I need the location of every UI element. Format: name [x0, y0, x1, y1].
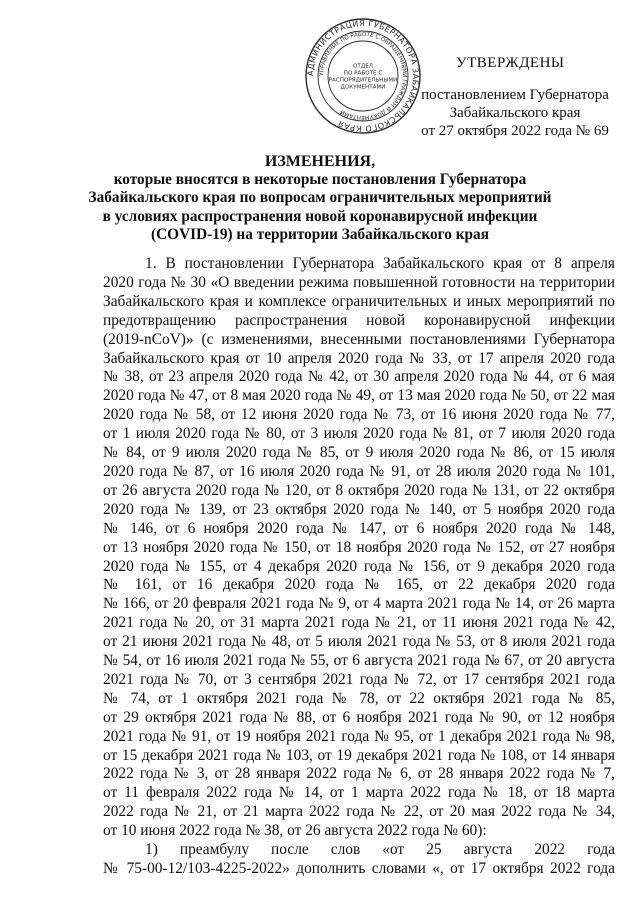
- stamp-center-line: ПО РАБОТЕ С: [343, 70, 383, 77]
- body-line: Забайкальского края от 10 апреля 2020 года № 33, от 17 апреля 2020 года: [103, 349, 615, 367]
- body-line: 2020 года № 139, от 23 октября 2020 года № 140, от 5 ноября 2020 года: [103, 500, 615, 518]
- approval-line-2: Забайкальского края: [449, 105, 581, 121]
- title-line-3: в условиях распространения новой коронавирусной инфекции: [102, 207, 538, 225]
- body-line: 2020 года № 155, от 4 декабря 2020 года № 156, от 9 декабря 2020 года: [103, 557, 615, 575]
- body-line: от 1 июля 2020 года № 80, от 3 июля 2020 года № 81, от 7 июля 2020 года: [103, 425, 615, 443]
- body-line: 2022 года № 21, от 21 марта 2022 года № 22, от 20 мая 2022 года № 34,: [103, 803, 615, 821]
- body-line: № 38, от 23 апреля 2020 года № 42, от 30 апреля 2020 года № 44, от 6 мая: [103, 368, 615, 386]
- body-line: 2020 года № 58, от 12 июня 2020 года № 73, от 16 июня 2020 года № 77,: [103, 406, 615, 424]
- body-line: № 146, от 6 ноября 2020 года № 147, от 6 ноября 2020 года № 148,: [103, 519, 615, 537]
- body-line: от 13 ноября 2020 года № 150, от 18 ноября 2020 года № 152, от 27 ноября: [103, 538, 615, 556]
- approval-line-3: от 27 октября 2022 года № 69: [421, 123, 609, 139]
- body-line: от 21 июня 2021 года № 48, от 5 июля 2021 года № 53, от 8 июля 2021 года: [103, 633, 615, 651]
- official-stamp: [303, 16, 423, 136]
- document-title: [60, 153, 580, 244]
- stamp-center-line: ДОКУМЕНТАМИ: [340, 84, 386, 91]
- body-line: 2020 года № 87, от 16 июля 2020 года № 91, от 28 июля 2020 года № 101,: [103, 462, 615, 480]
- body-line: 1. В постановлении Губернатора Забайкальского края от 8 апреля: [145, 255, 615, 272]
- body-line: 1) преамбулу после слов «от 25 августа 2022 года: [145, 841, 615, 859]
- svg-text:АДМИНИСТРАЦИЯ ГУБЕРНАТОРА ЗАБА: АДМИНИСТРАЦИЯ ГУБЕРНАТОРА ЗАБАЙКАЛЬСКОГО КРАЯ: [305, 18, 421, 134]
- body-line: от 11 февраля 2022 года № 14, от 1 марта 2022 года № 18, от 18 марта: [103, 784, 615, 802]
- svg-text:УПРАВЛЕНИЕ ПО РАБОТЕ С ОБРАЩЕН: УПРАВЛЕНИЕ ПО РАБОТЕ С ОБРАЩЕНИЯМИ ГРАЖДАН И ДОКУМЕНТАМИ: [318, 31, 408, 121]
- approved-label: УТВЕРЖДЕНЫ: [456, 55, 565, 71]
- stamp-center-line: РАСПОРЯДИТЕЛЬНЫМИ: [328, 77, 398, 84]
- body-line: от 10 июня 2022 года № 38, от 26 августа 2022 года № 60):: [103, 822, 487, 840]
- stamp-seal-graphic: [303, 16, 423, 136]
- body-line: № 84, от 9 июля 2020 года № 85, от 9 июля 2020 года № 86, от 15 июля: [103, 444, 615, 462]
- title-heading: ИЗМЕНЕНИЯ,: [264, 153, 376, 170]
- body-line: 2020 года № 47, от 8 мая 2020 года № 49, от 13 мая 2020 года № 50, от 22 мая: [103, 387, 615, 405]
- body-line: № 166, от 20 февраля 2021 года № 9, от 4 марта 2021 года № 14, от 26 марта: [103, 595, 615, 613]
- body-line: № 75-00-12/103-4225-2022» дополнить словами «, от 17 октября 2022 года: [103, 860, 615, 877]
- approval-block: [410, 54, 620, 140]
- body-line: Забайкальского края и комплексе ограничительных и иных мероприятий по: [103, 292, 615, 310]
- stamp-center-line: ОТДЕЛ: [353, 63, 373, 70]
- body-line: предотвращению распространения новой коронавирусной инфекции: [103, 311, 615, 329]
- body-line: № 54, от 16 июля 2021 года № 55, от 6 августа 2021 года № 67, от 20 августа: [103, 652, 615, 670]
- title-line-2: Забайкальского края по вопросам ограничительных мероприятий: [88, 189, 552, 207]
- body-line: от 15 декабря 2021 года № 103, от 19 декабря 2021 года № 108, от 14 января: [103, 746, 615, 764]
- body-line: от 26 августа 2020 года № 120, от 8 октября 2020 года № 131, от 22 октября: [103, 481, 615, 499]
- body-line: 2021 года № 20, от 31 марта 2021 года № 21, от 11 июня 2021 года № 42,: [103, 614, 615, 632]
- body-line: 2021 года № 91, от 19 ноября 2021 года № 95, от 1 декабря 2021 года № 98,: [103, 727, 615, 745]
- body-line: от 29 октября 2021 года № 88, от 6 ноября 2021 года № 90, от 12 ноября: [103, 708, 615, 726]
- body-line: 2021 года № 70, от 3 сентября 2021 года № 72, от 17 сентября 2021 года: [103, 670, 615, 688]
- body-line: № 74, от 1 октября 2021 года № 78, от 22 октября 2021 года № 85,: [103, 689, 615, 707]
- body-line: № 161, от 16 декабря 2020 года № 165, от 22 декабря 2020 года: [103, 576, 615, 594]
- title-line-1: которые вносятся в некоторые постановления Губернатора: [113, 171, 527, 189]
- body-line: 2022 года № 3, от 28 января 2022 года № 6, от 28 января 2022 года № 7,: [103, 765, 615, 783]
- body-line: 2020 года № 30 «О введении режима повышенной готовности на территории: [103, 273, 615, 291]
- body-line: (2019-nCoV)» (с изменениями, внесенными постановлениями Губернатора: [103, 330, 615, 348]
- title-line-4: (COVID-19) на территории Забайкальского края: [151, 225, 489, 243]
- approval-line-1: постановлением Губернатора: [421, 87, 609, 103]
- body-text: [103, 255, 615, 879]
